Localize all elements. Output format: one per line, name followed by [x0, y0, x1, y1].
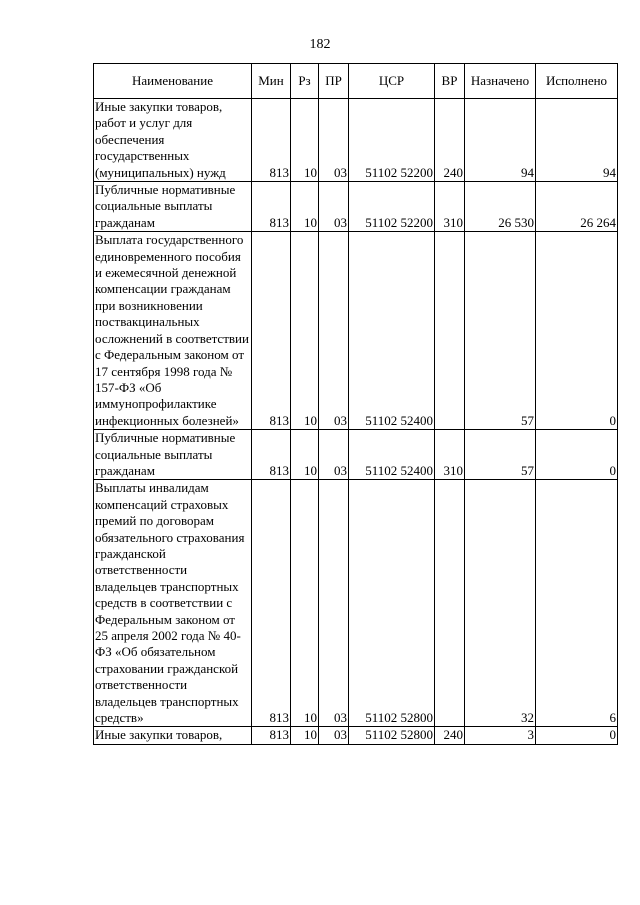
- header-vr: ВР: [435, 64, 465, 99]
- row-min: 813: [252, 232, 291, 430]
- budget-table: [93, 63, 618, 745]
- row-pr: 03: [319, 727, 349, 744]
- row-name: Выплата государственного единовременного пособия и ежемесячной денежной компенсации гражданам при возникновении поствакцинальных осложнений в соответствии с Федеральным законом от 17 сентября 1998 года № 157-ФЗ «Об иммунопрофилактике инфекционных болезней»: [94, 232, 252, 430]
- row-assigned: 32: [465, 480, 536, 727]
- row-pr: 03: [319, 232, 349, 430]
- row-min: 813: [252, 182, 291, 232]
- header-csr: ЦСР: [349, 64, 435, 99]
- row-executed: 94: [536, 99, 618, 182]
- row-assigned: 57: [465, 430, 536, 480]
- row-name: Публичные нормативные социальные выплаты гражданам: [94, 182, 252, 232]
- row-executed: 6: [536, 480, 618, 727]
- header-assigned: Назначено: [465, 64, 536, 99]
- row-executed: 0: [536, 430, 618, 480]
- table-row: [94, 480, 618, 727]
- row-pr: 03: [319, 99, 349, 182]
- row-min: 813: [252, 480, 291, 727]
- row-pr: 03: [319, 480, 349, 727]
- row-csr: 51102 52200: [349, 182, 435, 232]
- header-rz: Рз: [291, 64, 319, 99]
- row-rz: 10: [291, 232, 319, 430]
- header-min: Мин: [252, 64, 291, 99]
- row-csr: 51102 52800: [349, 480, 435, 727]
- row-executed: 0: [536, 727, 618, 744]
- row-csr: 51102 52800: [349, 727, 435, 744]
- row-vr: 310: [435, 430, 465, 480]
- row-csr: 51102 52200: [349, 99, 435, 182]
- row-name: Публичные нормативные социальные выплаты гражданам: [94, 430, 252, 480]
- row-pr: 03: [319, 430, 349, 480]
- row-executed: 26 264: [536, 182, 618, 232]
- row-assigned: 57: [465, 232, 536, 430]
- row-rz: 10: [291, 480, 319, 727]
- table-header-row: [94, 64, 618, 99]
- row-vr: 240: [435, 99, 465, 182]
- row-min: 813: [252, 99, 291, 182]
- table-row: [94, 182, 618, 232]
- table-row: [94, 232, 618, 430]
- table-row: [94, 99, 618, 182]
- header-name: Наименование: [94, 64, 252, 99]
- row-min: 813: [252, 727, 291, 744]
- row-vr: 310: [435, 182, 465, 232]
- row-name: Иные закупки товаров,: [94, 727, 252, 744]
- row-csr: 51102 52400: [349, 232, 435, 430]
- row-min: 813: [252, 430, 291, 480]
- row-pr: 03: [319, 182, 349, 232]
- row-rz: 10: [291, 99, 319, 182]
- table-row: [94, 727, 618, 744]
- row-vr: 240: [435, 727, 465, 744]
- row-assigned: 94: [465, 99, 536, 182]
- row-assigned: 3: [465, 727, 536, 744]
- row-vr: [435, 232, 465, 430]
- row-assigned: 26 530: [465, 182, 536, 232]
- row-name: Иные закупки товаров, работ и услуг для обеспечения государственных (муниципальных) нужд: [94, 99, 252, 182]
- row-rz: 10: [291, 182, 319, 232]
- header-pr: ПР: [319, 64, 349, 99]
- row-executed: 0: [536, 232, 618, 430]
- page-number: 182: [309, 37, 331, 52]
- header-executed: Исполнено: [536, 64, 618, 99]
- row-name: Выплаты инвалидам компенсаций страховых премий по договорам обязательного страхования гражданской ответственности владельцев транспортных средств в соответствии с Федеральным законом от 25 апреля 2002 года № 40-ФЗ «Об обязательном страховании гражданской ответственности владельцев транспортных средств»: [94, 480, 252, 727]
- row-csr: 51102 52400: [349, 430, 435, 480]
- table-row: [94, 430, 618, 480]
- row-rz: 10: [291, 727, 319, 744]
- row-rz: 10: [291, 430, 319, 480]
- row-vr: [435, 480, 465, 727]
